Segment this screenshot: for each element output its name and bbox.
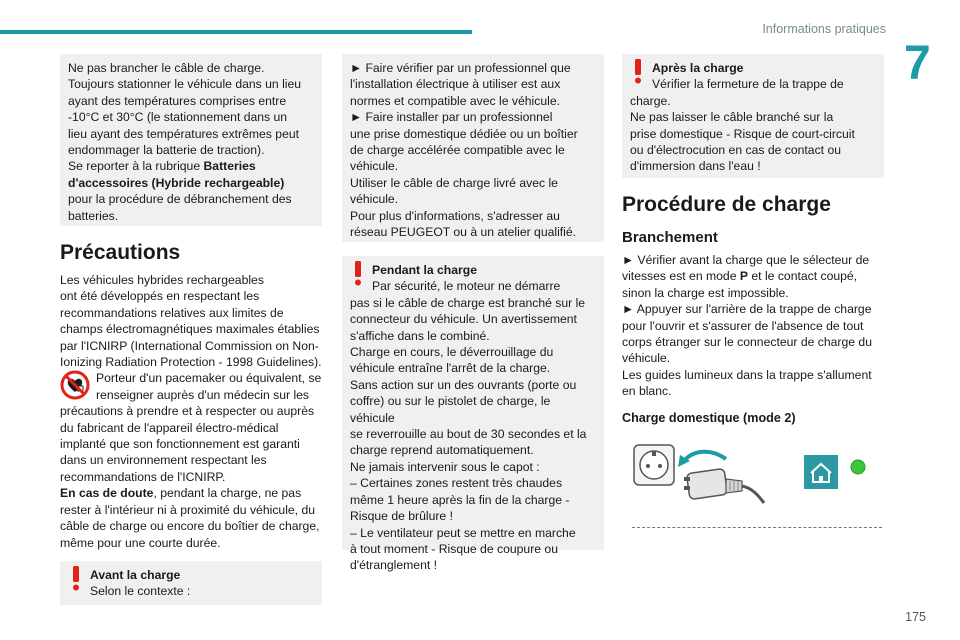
text-line: Porteur d'un pacemaker ou équivalent, se — [96, 371, 322, 386]
warning-after-charge — [622, 54, 884, 178]
emphasis-doubt: En cas de doute — [60, 486, 154, 501]
warning-before-charge — [60, 561, 322, 605]
text-line: dans un environnement respectant les — [60, 453, 267, 468]
text-line: recommandations relatives aux limites de — [60, 305, 284, 320]
section-title-charge-procedure: Procédure de charge — [622, 193, 831, 216]
text-line: ► Appuyer sur l'arrière de la trappe de charge — [622, 302, 872, 317]
info-box-storage — [60, 54, 322, 226]
text-line: renseigner auprès d'un médecin sur les — [96, 387, 310, 402]
warning-line: charge reprend automatiquement. — [350, 443, 534, 458]
text-line: implanté que son fonctionnement est garanti — [60, 437, 300, 452]
wall-socket-icon — [634, 445, 674, 485]
box-line: véhicule. — [350, 159, 399, 174]
warning-line: – Certaines zones restent très chaudes — [350, 476, 563, 491]
text-line: véhicule. — [622, 351, 671, 366]
warning-line: d'immersion dans l'eau ! — [630, 159, 761, 174]
text-fragment: et le contact coupé, — [748, 269, 858, 284]
box-line: l'installation électrique à utiliser est aux — [350, 77, 561, 92]
warning-line: – Le ventilateur peut se mettre en marche — [350, 525, 576, 540]
box-line: véhicule. — [350, 192, 399, 207]
box-line: normes et compatible avec le véhicule. — [350, 93, 561, 108]
box-line: une prise domestique dédiée ou un boîtier — [350, 126, 578, 141]
rubric-link: Batteries — [203, 159, 256, 174]
text-line: Les guides lumineux dans la trappe s'allument — [622, 367, 872, 382]
box-line: ► Faire installer par un professionnel — [350, 110, 553, 125]
text-line: corps étranger sur le connecteur de charge du — [622, 335, 872, 350]
text-line: précautions à prendre et à respecter ou auprès — [60, 404, 315, 419]
warning-line: connecteur du véhicule. Un avertissement — [350, 312, 577, 327]
box-line: de charge accélérée compatible avec le — [350, 143, 565, 158]
section-title-precautions: Précautions — [60, 241, 181, 264]
box-line — [68, 158, 314, 174]
warning-body — [630, 93, 876, 175]
text-line: champs électromagnétiques maximales établies — [60, 322, 320, 337]
warning-line: véhicule entraîne l'arrêt de la charge. — [350, 361, 551, 376]
text-fragment: , pendant la charge, ne pas — [153, 486, 302, 501]
text-line: ont été développés en respectant les — [60, 289, 260, 304]
warning-exclamation-icon — [350, 260, 366, 286]
socket-and-plug-drawing — [622, 433, 884, 529]
text-line: Ionizing Radiation Protection - 1998 Guidelines). — [60, 355, 322, 370]
text-line: recommandations de l'ICNIRP. — [60, 469, 226, 484]
text-line: ► Vérifier avant la charge que le sélecteur de — [622, 253, 870, 267]
warning-line: Ne pas laisser le câble branché sur la — [630, 110, 834, 125]
box-line: Pour plus d'informations, s'adresser au — [350, 208, 560, 223]
warning-line: pas si le câble de charge est branché sur le — [350, 295, 586, 310]
warning-title: Pendant la charge — [372, 263, 477, 277]
box-line-text: Se reporter à la rubrique — [68, 159, 204, 174]
warning-text: Par sécurité, le moteur ne démarre — [372, 279, 561, 294]
warning-line: Ne jamais intervenir sous le capot : — [350, 459, 540, 474]
warning-exclamation-icon — [630, 58, 646, 84]
text-line: Les véhicules hybrides rechargeables — [60, 273, 264, 287]
warning-title: Avant la charge — [90, 567, 181, 582]
box-line: ayant des températures comprises entre — [68, 93, 287, 108]
warning-line: s'affiche dans le combiné. — [350, 328, 490, 343]
illustration-divider — [632, 527, 882, 528]
text-fragment: vitesses est en mode — [622, 269, 740, 284]
header-accent-bar — [0, 30, 472, 34]
text-line: par l'ICNIRP (International Commission on Non- — [60, 338, 319, 353]
branchement-text — [622, 252, 884, 400]
text-line: même pour une courte durée. — [60, 535, 221, 550]
column-1 — [60, 54, 322, 605]
precautions-text — [60, 272, 322, 551]
subsection-title-branchement: Branchement — [622, 229, 718, 246]
text-line: rester à l'intérieur ni à proximité du véhicule, du — [60, 502, 316, 517]
gear-mode-p: P — [739, 269, 749, 284]
pacemaker-note — [60, 370, 322, 403]
text-line: en blanc. — [622, 384, 672, 399]
column-3 — [622, 54, 884, 529]
box-line: pour la procédure de débranchement des — [68, 192, 292, 207]
warning-title: Après la charge — [652, 61, 744, 75]
page-number: 175 — [905, 610, 926, 624]
text-line — [622, 268, 884, 284]
text-line — [60, 485, 322, 501]
text-line: câble de charge ou encore du boîtier de charge, — [60, 519, 320, 534]
warning-line: se reverrouille au bout de 30 secondes et la — [350, 427, 587, 442]
box-line: lieu ayant des températures extrêmes peut — [68, 126, 300, 141]
box-line: batteries. — [68, 208, 119, 223]
warning-line: coffre) ou sur le pistolet de charge, le véhicule — [350, 394, 551, 425]
charging-status-indicator-icon — [851, 460, 865, 474]
running-header: Informations pratiques — [762, 22, 886, 36]
warning-exclamation-icon — [68, 565, 84, 591]
box-line: ► Faire vérifier par un professionnel que — [350, 61, 571, 75]
warning-during-charge — [342, 256, 604, 573]
warning-line: Sans action sur un des ouvrants (porte ou — [350, 377, 577, 392]
plug-in-arrow-icon — [678, 451, 726, 466]
box-line: Utiliser le câble de charge livré avec le — [350, 175, 558, 190]
warning-line: d'étranglement ! — [350, 558, 438, 573]
chapter-number: 7 — [904, 37, 931, 90]
warning-line: même 1 heure après la fin de la charge - — [350, 492, 570, 507]
warning-body — [350, 295, 596, 574]
warning-line: prise domestique - Risque de court-circuit — [630, 126, 855, 141]
box-line: Ne pas brancher le câble de charge. — [68, 61, 265, 75]
warning-line: charge. — [630, 93, 671, 108]
charging-plug-icon — [684, 468, 764, 503]
box-line: réseau PEUGEOT ou à un atelier qualifié. — [350, 225, 577, 240]
text-line: pour l'ouvrir et s'assurer de l'absence de tout — [622, 318, 864, 333]
warning-text: Selon le contexte : — [90, 584, 191, 599]
text-line: du fabricant de l'appareil électro-médical — [60, 420, 279, 435]
home-icon — [804, 455, 838, 489]
pacemaker-prohibited-icon — [60, 370, 90, 400]
info-box-installation — [342, 54, 604, 242]
rubric-name: d'accessoires (Hybride rechargeable) — [68, 175, 285, 190]
warning-text: Vérifier la fermeture de la trappe de — [652, 77, 844, 92]
domestic-charge-illustration — [622, 433, 884, 529]
text-line: sinon la charge est impossible. — [622, 285, 789, 300]
box-line: Toujours stationner le véhicule dans un lieu — [68, 77, 302, 92]
warning-line: à tout moment - Risque de coupure ou — [350, 541, 558, 556]
column-2 — [342, 54, 604, 573]
warning-line: ou d'électrocution en cas de contact ou — [630, 143, 842, 158]
warning-line: Charge en cours, le déverrouillage du — [350, 345, 554, 360]
box-line: -10°C et 30°C (le stationnement dans un — [68, 110, 288, 125]
subsection-title-domestic-charge: Charge domestique (mode 2) — [622, 410, 796, 425]
box-line: endommager la batterie de traction). — [68, 143, 265, 158]
warning-line: Risque de brûlure ! — [350, 509, 453, 524]
